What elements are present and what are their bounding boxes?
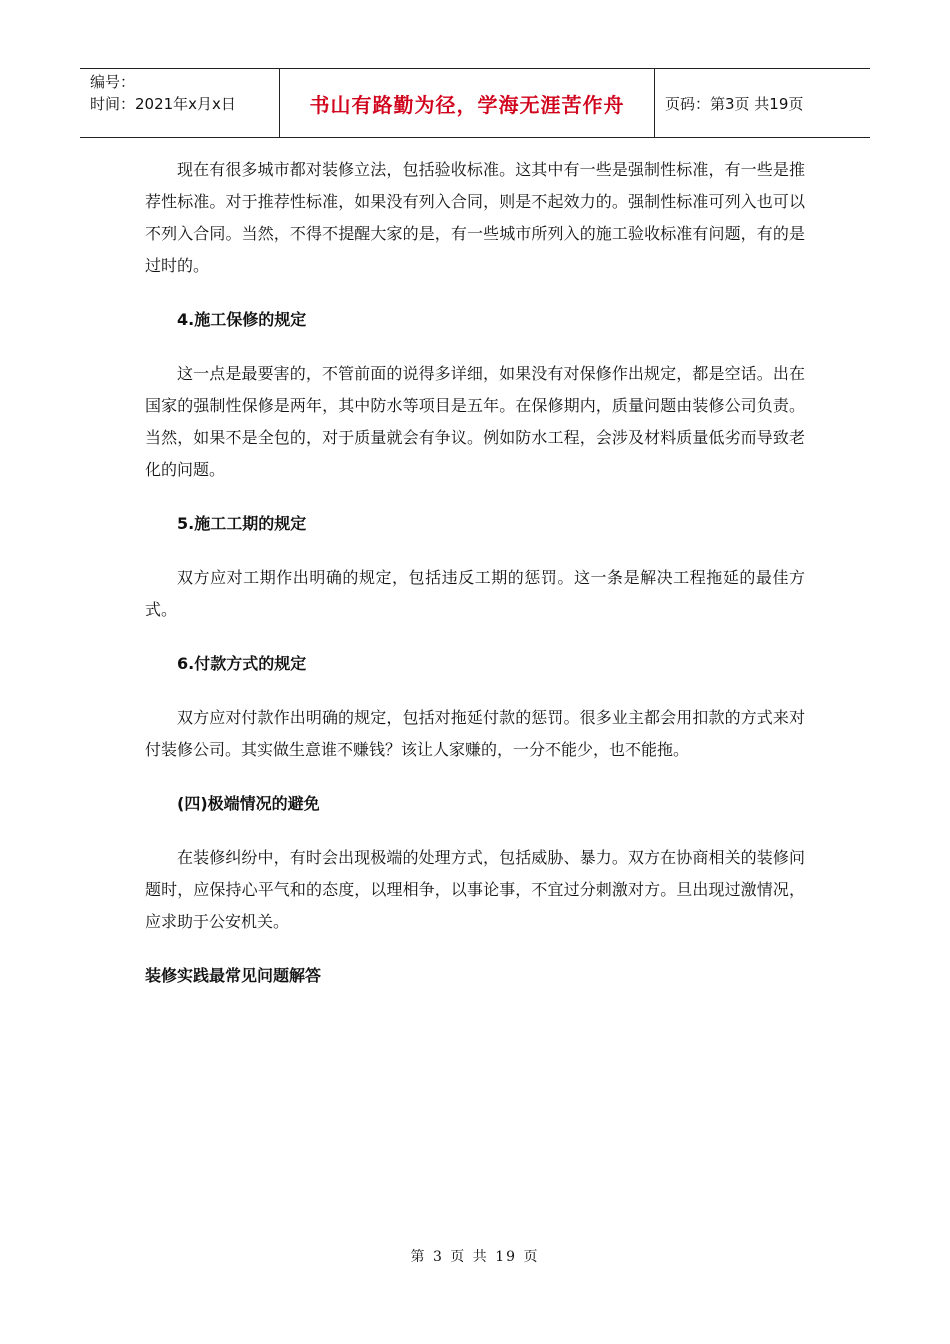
paragraph-acceptance-standards: 现在有很多城市都对装修立法，包括验收标准。这其中有一些是强制性标准，有一些是推荐性标准。对于推荐性标准，如果没有列入合同，则是不起效力的。强制性标准可列入也可以不列入合同。当然，不得不提醒大家的是，有一些城市所列入的施工验收标准有问题，有的是过时的。 — [145, 160, 805, 275]
heading-payment: 6.付款方式的规定 — [177, 654, 307, 673]
heading-faq: 装修实践最常见问题解答 — [145, 966, 322, 985]
heading-schedule: 5.施工工期的规定 — [177, 514, 307, 533]
header-meta — [80, 69, 280, 137]
page-footer: 第 3 页 共 19 页 — [410, 1249, 540, 1265]
heading-extreme-cases: (四)极端情况的避免 — [177, 794, 320, 813]
paragraph-extreme-cases: 在装修纠纷中，有时会出现极端的处理方式，包括威胁、暴力。双方在协商相关的装修问题时，应保持心平气和的态度，以理相争，以事论事，不宜过分刺激对方。旦出现过激情况，应求助于公安机关。 — [145, 848, 805, 931]
page-header — [80, 68, 870, 138]
paragraph-payment: 双方应对付款作出明确的规定，包括对拖延付款的惩罚。很多业主都会用扣款的方式来对付装修公司。其实做生意谁不赚钱？该让人家赚的，一分不能少，也不能拖。 — [145, 708, 805, 759]
paragraph-warranty: 这一点是最要害的，不管前面的说得多详细，如果没有对保修作出规定，都是空话。出在国家的强制性保修是两年，其中防水等项目是五年。在保修期内，质量问题由装修公司负责。当然，如果不是全包的，对于质量就会有争议。例如防水工程，会涉及材料质量低劣而导致老化的问题。 — [145, 364, 805, 479]
document-time-label: 时间：2021年x月x日 — [90, 95, 236, 113]
document-body — [145, 154, 805, 992]
heading-warranty: 4.施工保修的规定 — [177, 310, 307, 329]
header-page-info: 页码：第3页 共19页 — [665, 94, 804, 113]
header-motto: 书山有路勤为径，学海无涯苦作舟 — [280, 69, 655, 137]
document-number-label: 编号： — [90, 73, 136, 91]
paragraph-schedule: 双方应对工期作出明确的规定，包括违反工期的惩罚。这一条是解决工程拖延的最佳方式。 — [145, 568, 805, 619]
